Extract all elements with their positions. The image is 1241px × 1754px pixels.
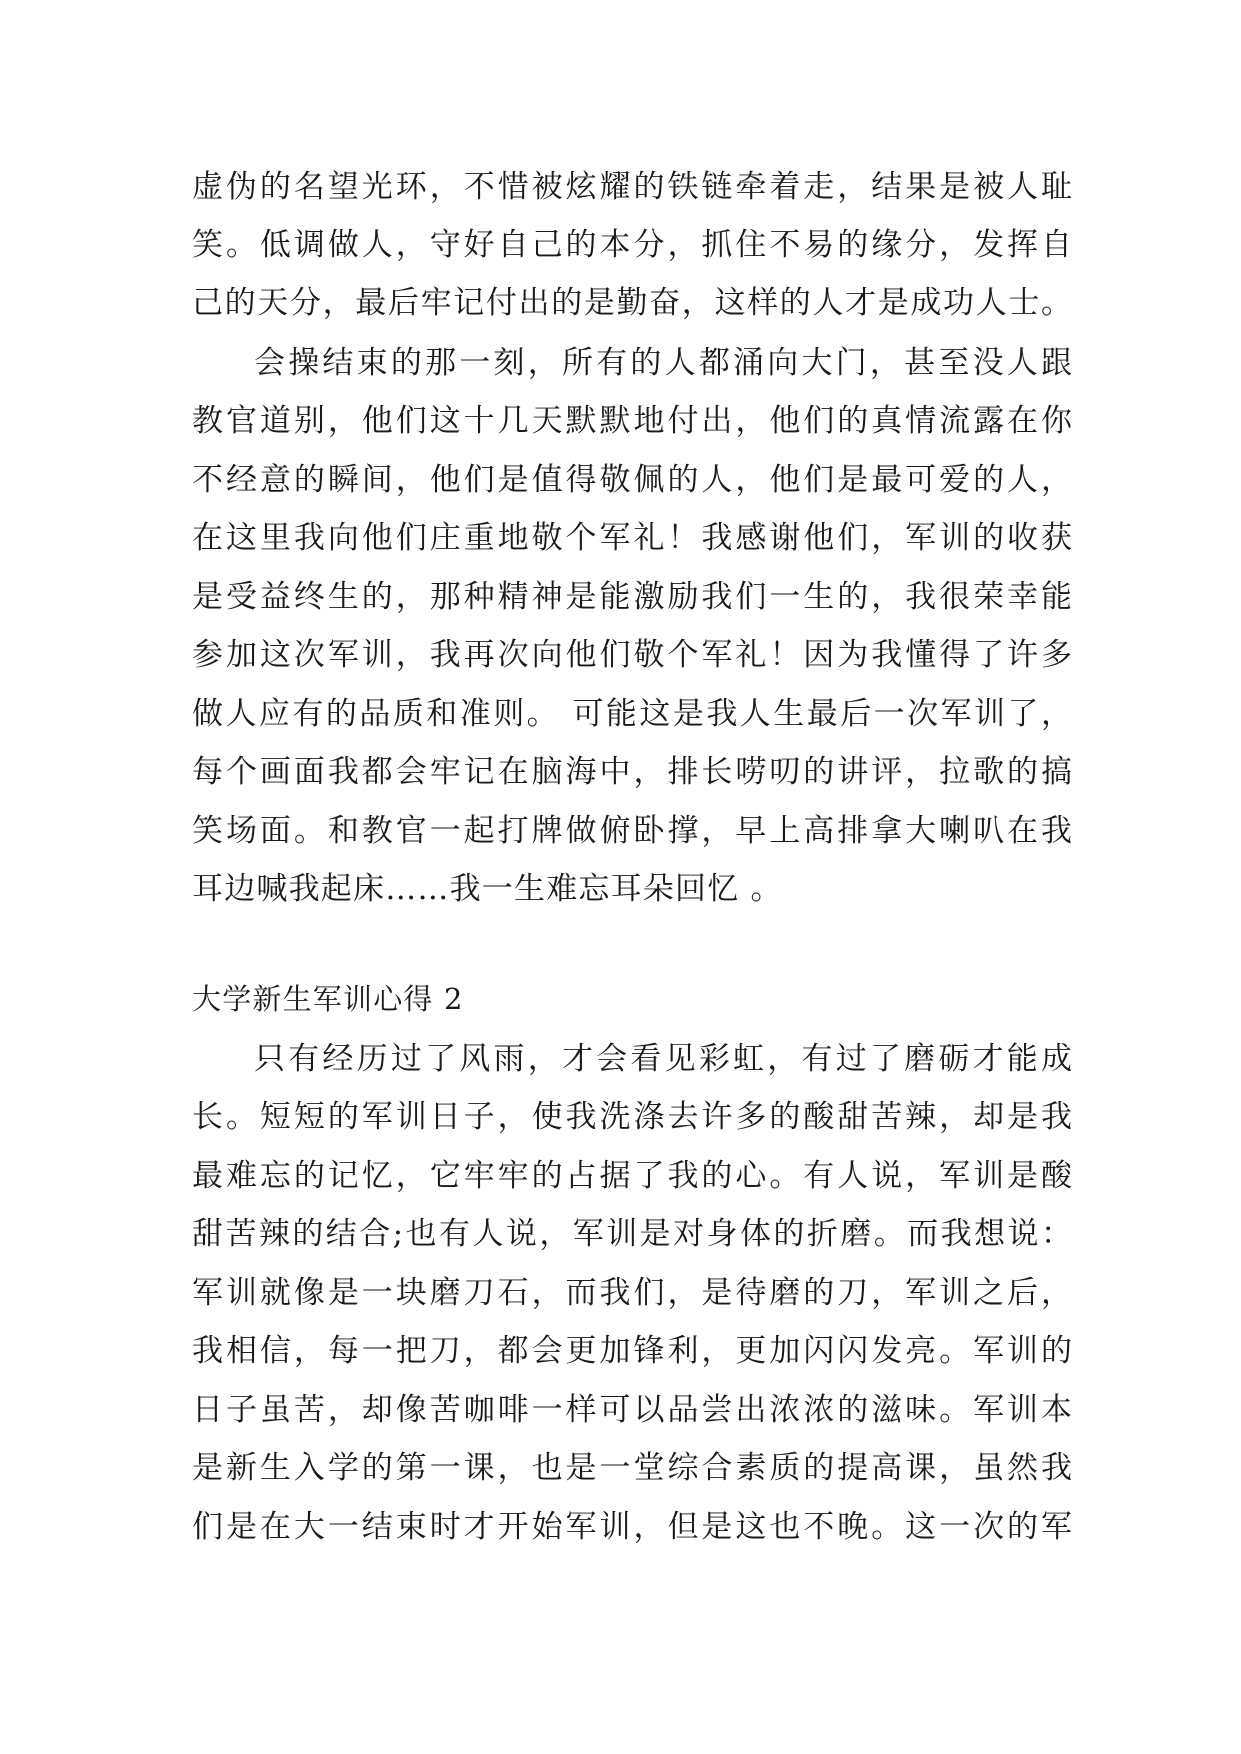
paragraph-line: 我相信，每一把刀，都会更加锋利，更加闪闪发亮。军训的 (192, 1333, 1072, 1369)
paragraph-line: 在这里我向他们庄重地敬个军礼！我感谢他们，军训的收获 (192, 520, 1072, 556)
paragraph-line: 做人应有的品质和准则。 可能这是我人生最后一次军训了， (192, 696, 1072, 732)
paragraph-line: 虚伪的名望光环，不惜被炫耀的铁链牵着走，结果是被人耻 (192, 169, 1072, 205)
paragraph-line: 参加这次军训，我再次向他们敬个军礼！因为我懂得了许多 (192, 637, 1072, 673)
paragraph-line: 不经意的瞬间，他们是值得敬佩的人，他们是最可爱的人， (192, 462, 1072, 498)
paragraph-line: 每个画面我都会牢记在脑海中，排长唠叨的讲评，拉歌的搞 (192, 754, 1072, 790)
paragraph-line: 最难忘的记忆，它牢牢的占据了我的心。有人说，军训是酸 (192, 1158, 1072, 1194)
paragraph-line: 己的天分，最后牢记付出的是勤奋，这样的人才是成功人士。 (192, 285, 1072, 321)
paragraph-line: 是新生入学的第一课，也是一堂综合素质的提高课，虽然我 (192, 1450, 1072, 1486)
section-heading: 大学新生军训心得 2 (192, 982, 464, 1016)
paragraph-line: 教官道别，他们这十几天默默地付出，他们的真情流露在你 (192, 403, 1072, 439)
paragraph-line: 日子虽苦，却像苦咖啡一样可以品尝出浓浓的滋味。军训本 (192, 1392, 1072, 1428)
paragraph-line: 耳边喊我起床……我一生难忘耳朵回忆 。 (192, 871, 783, 907)
paragraph-line: 笑场面。和教官一起打牌做俯卧撑，早上高排拿大喇叭在我 (192, 813, 1072, 849)
paragraph-line: 们是在大一结束时才开始军训，但是这也不晚。这一次的军 (192, 1509, 1072, 1545)
paragraph-line: 会操结束的那一刻，所有的人都涌向大门，甚至没人跟 (254, 345, 1072, 381)
paragraph-line: 长。短短的军训日子，使我洗涤去许多的酸甜苦辣，却是我 (192, 1099, 1072, 1135)
paragraph-line: 甜苦辣的结合;也有人说，军训是对身体的折磨。而我想说： (192, 1216, 1072, 1252)
paragraph-line: 只有经历过了风雨，才会看见彩虹，有过了磨砺才能成 (254, 1041, 1072, 1077)
paragraph-line: 军训就像是一块磨刀石，而我们，是待磨的刀，军训之后， (192, 1275, 1072, 1311)
paragraph-line: 笑。低调做人，守好自己的本分，抓住不易的缘分，发挥自 (192, 227, 1072, 263)
paragraph-line: 是受益终生的，那种精神是能激励我们一生的，我很荣幸能 (192, 579, 1072, 615)
